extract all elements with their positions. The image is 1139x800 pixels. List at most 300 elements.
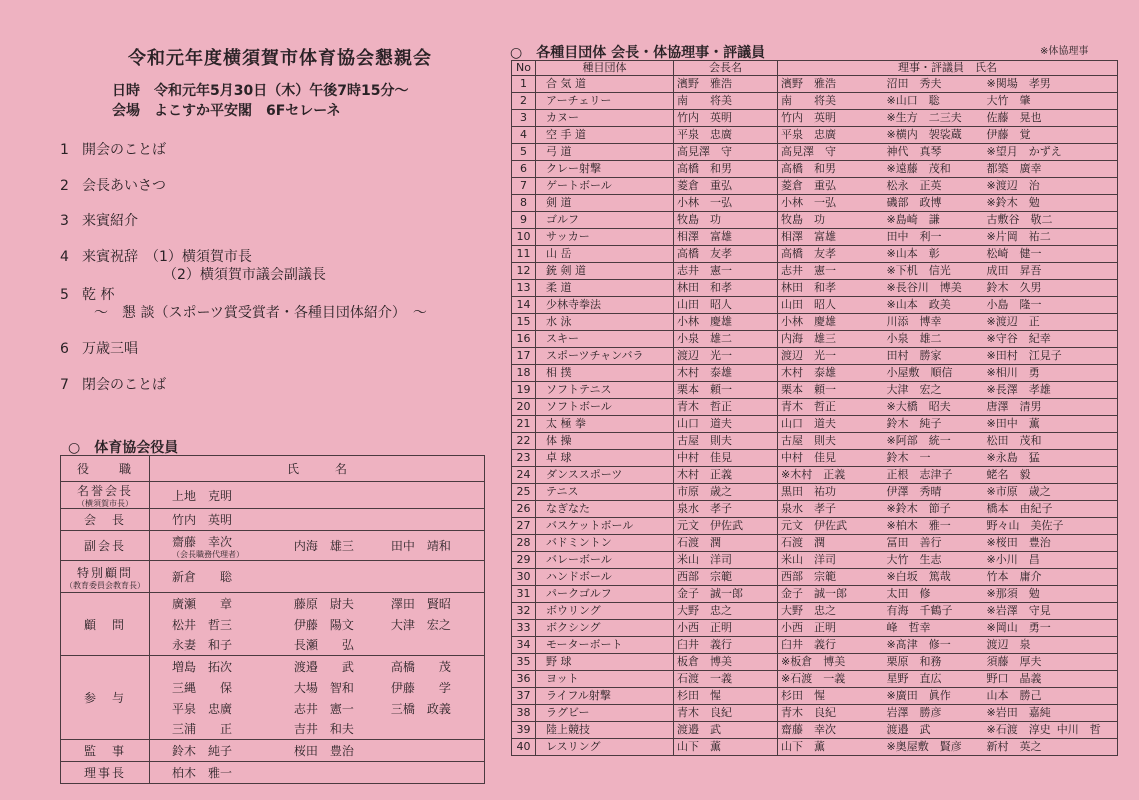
group-no: 4 bbox=[512, 127, 536, 144]
group-member: ※鈴木 節子 bbox=[884, 501, 984, 518]
group-member: 大野 忠之 bbox=[778, 603, 884, 620]
group-president: 相澤 富雄 bbox=[674, 229, 778, 246]
program-item: 5 乾 杯 bbox=[60, 287, 115, 303]
officer-name: 内海 雄三 bbox=[290, 531, 387, 561]
group-member: 蛯名 毅 bbox=[984, 467, 1118, 484]
col-president: 会長名 bbox=[674, 61, 778, 76]
group-row bbox=[512, 688, 1118, 705]
group-member: 菱倉 重弘 bbox=[778, 178, 884, 195]
officer-name: 渡邉 武 bbox=[290, 656, 387, 677]
group-name: カヌー bbox=[536, 110, 674, 127]
group-president: 市原 歳之 bbox=[674, 484, 778, 501]
group-member: 田村 勝家 bbox=[884, 348, 984, 365]
group-member: 竹本 庸介 bbox=[984, 569, 1118, 586]
group-member: 相澤 富雄 bbox=[778, 229, 884, 246]
program-subitem: （2）横須賀市議会副議長 bbox=[163, 267, 326, 283]
group-no: 13 bbox=[512, 280, 536, 297]
group-name: テニス bbox=[536, 484, 674, 501]
group-member: 松田 茂和 bbox=[984, 433, 1118, 450]
group-president: 小泉 雄二 bbox=[674, 331, 778, 348]
group-member: ※生方 二三夫 bbox=[884, 110, 984, 127]
officer-row bbox=[61, 482, 485, 509]
group-member: 濱野 雅浩 bbox=[778, 76, 884, 93]
group-member: 星野 直広 bbox=[884, 671, 984, 688]
group-member: 杉田 惺 bbox=[778, 688, 884, 705]
group-president: 杉田 惺 bbox=[674, 688, 778, 705]
group-member: ※石渡 一義 bbox=[778, 671, 884, 688]
group-name: ボクシング bbox=[536, 620, 674, 637]
group-name: ライフル射撃 bbox=[536, 688, 674, 705]
group-row bbox=[512, 467, 1118, 484]
group-member: 渡辺 光一 bbox=[778, 348, 884, 365]
group-no: 23 bbox=[512, 450, 536, 467]
group-no: 21 bbox=[512, 416, 536, 433]
group-president: 石渡 一義 bbox=[674, 671, 778, 688]
group-no: 31 bbox=[512, 586, 536, 603]
group-member: 小泉 雄二 bbox=[884, 331, 984, 348]
group-member: ※片岡 祐二 bbox=[984, 229, 1118, 246]
group-member: 齋藤 幸次 bbox=[778, 722, 884, 739]
group-president: 米山 洋司 bbox=[674, 552, 778, 569]
group-member: ※那須 勉 bbox=[984, 586, 1118, 603]
group-president: 中村 佳見 bbox=[674, 450, 778, 467]
group-member: 岩澤 勝彦 bbox=[884, 705, 984, 722]
group-name: ボウリング bbox=[536, 603, 674, 620]
group-row bbox=[512, 586, 1118, 603]
col-group: 種目団体 bbox=[536, 61, 674, 76]
group-president: 石渡 潤 bbox=[674, 535, 778, 552]
group-name: ラグビー bbox=[536, 705, 674, 722]
group-member: ※田村 江見子 bbox=[984, 348, 1118, 365]
group-member: 鈴木 一 bbox=[884, 450, 984, 467]
officer-name: 松井 哲三 bbox=[150, 614, 290, 635]
group-row bbox=[512, 501, 1118, 518]
group-member: 橋本 由紀子 bbox=[984, 501, 1118, 518]
group-no: 38 bbox=[512, 705, 536, 722]
group-name: なぎなた bbox=[536, 501, 674, 518]
group-no: 33 bbox=[512, 620, 536, 637]
group-name: ソフトボール bbox=[536, 399, 674, 416]
group-member: ※岩田 嘉純 bbox=[984, 705, 1118, 722]
group-member: ※長澤 孝雄 bbox=[984, 382, 1118, 399]
officers-col-name: 氏 名 bbox=[150, 456, 485, 482]
group-name: 柔 道 bbox=[536, 280, 674, 297]
group-no: 25 bbox=[512, 484, 536, 501]
group-president: 濱野 雅浩 bbox=[674, 76, 778, 93]
group-president: 高橋 和男 bbox=[674, 161, 778, 178]
group-row bbox=[512, 212, 1118, 229]
officer-name: 新倉 聡 bbox=[150, 561, 290, 593]
group-row bbox=[512, 314, 1118, 331]
group-member: ※大橋 昭夫 bbox=[884, 399, 984, 416]
officer-row bbox=[61, 509, 485, 531]
group-member: 高橋 和男 bbox=[778, 161, 884, 178]
group-row bbox=[512, 178, 1118, 195]
group-no: 19 bbox=[512, 382, 536, 399]
group-president: 菱倉 重弘 bbox=[674, 178, 778, 195]
group-member: 正根 志津子 bbox=[884, 467, 984, 484]
group-name: 弓 道 bbox=[536, 144, 674, 161]
group-member: 古敷谷 敬二 bbox=[984, 212, 1118, 229]
group-member: 須藤 厚夫 bbox=[984, 654, 1118, 671]
group-member: ※市原 歳之 bbox=[984, 484, 1118, 501]
officer-name: 永妻 和子 bbox=[150, 635, 290, 656]
group-name: 剣 道 bbox=[536, 195, 674, 212]
group-member: ※板倉 博美 bbox=[778, 654, 884, 671]
group-member: 峰 哲幸 bbox=[884, 620, 984, 637]
group-president: 平泉 忠廣 bbox=[674, 127, 778, 144]
group-name: 銃 剣 道 bbox=[536, 263, 674, 280]
officers-header-row bbox=[61, 456, 485, 482]
group-row bbox=[512, 654, 1118, 671]
group-no: 3 bbox=[512, 110, 536, 127]
program-item: 1 開会のことば bbox=[60, 142, 166, 158]
group-name: 相 撲 bbox=[536, 365, 674, 382]
group-name: バスケットボール bbox=[536, 518, 674, 535]
group-no: 35 bbox=[512, 654, 536, 671]
group-member: 栗本 頼一 bbox=[778, 382, 884, 399]
group-name: サッカー bbox=[536, 229, 674, 246]
group-member: 中村 佳見 bbox=[778, 450, 884, 467]
group-row bbox=[512, 93, 1118, 110]
group-member: 木村 泰雄 bbox=[778, 365, 884, 382]
group-member: 平泉 忠廣 bbox=[778, 127, 884, 144]
group-president: 臼井 義行 bbox=[674, 637, 778, 654]
officer-row bbox=[61, 593, 485, 614]
group-no: 14 bbox=[512, 297, 536, 314]
group-row bbox=[512, 535, 1118, 552]
group-row bbox=[512, 144, 1118, 161]
group-name: スポーツチャンバラ bbox=[536, 348, 674, 365]
group-president: 山口 道夫 bbox=[674, 416, 778, 433]
group-president: 青木 良紀 bbox=[674, 705, 778, 722]
group-member: ※石渡 淳史 bbox=[986, 723, 1051, 736]
group-president: 志井 憲一 bbox=[674, 263, 778, 280]
program-item: 4 来賓祝辞 （1）横須賀市長 bbox=[60, 249, 252, 265]
officers-table bbox=[60, 455, 485, 784]
officer-name: 吉井 和夫 bbox=[290, 719, 387, 740]
group-no: 17 bbox=[512, 348, 536, 365]
group-name: 合 気 道 bbox=[536, 76, 674, 93]
officer-role: 監 事 bbox=[61, 740, 150, 762]
group-name: バレーボール bbox=[536, 552, 674, 569]
group-member: ※廣田 眞作 bbox=[884, 688, 984, 705]
group-no: 27 bbox=[512, 518, 536, 535]
group-row bbox=[512, 195, 1118, 212]
group-name: スキー bbox=[536, 331, 674, 348]
group-member: 大竹 生志 bbox=[884, 552, 984, 569]
group-member: 大竹 肇 bbox=[984, 93, 1118, 110]
group-president: 板倉 博美 bbox=[674, 654, 778, 671]
group-member: 成田 昇吾 bbox=[984, 263, 1118, 280]
group-name: 陸上競技 bbox=[536, 722, 674, 739]
group-president: 栗本 頼一 bbox=[674, 382, 778, 399]
officer-name: 大津 宏之 bbox=[387, 614, 485, 635]
group-president: 渡辺 光一 bbox=[674, 348, 778, 365]
group-row bbox=[512, 229, 1118, 246]
group-member: 小林 慶雄 bbox=[778, 314, 884, 331]
officer-name: 廣瀬 章 bbox=[150, 593, 290, 614]
group-member: 青木 哲正 bbox=[778, 399, 884, 416]
group-member: 南 将美 bbox=[778, 93, 884, 110]
group-name: 水 泳 bbox=[536, 314, 674, 331]
officer-row bbox=[61, 740, 485, 762]
group-row bbox=[512, 110, 1118, 127]
group-member: 黒田 祐功 bbox=[778, 484, 884, 501]
group-member: 小屋敷 順信 bbox=[884, 365, 984, 382]
group-name: パークゴルフ bbox=[536, 586, 674, 603]
group-name: ヨット bbox=[536, 671, 674, 688]
group-row bbox=[512, 569, 1118, 586]
officer-name: 志井 憲一 bbox=[293, 701, 354, 716]
group-president: 山田 昭人 bbox=[674, 297, 778, 314]
group-member: 山口 道夫 bbox=[778, 416, 884, 433]
group-no: 12 bbox=[512, 263, 536, 280]
group-no: 34 bbox=[512, 637, 536, 654]
group-president: 林田 和孝 bbox=[674, 280, 778, 297]
group-member: ※関場 孝男 bbox=[984, 76, 1118, 93]
group-president: 古屋 則夫 bbox=[674, 433, 778, 450]
group-member: 唐澤 清男 bbox=[984, 399, 1118, 416]
group-member: 古屋 則夫 bbox=[778, 433, 884, 450]
group-no: 36 bbox=[512, 671, 536, 688]
group-member: 牧島 功 bbox=[778, 212, 884, 229]
group-president: 山下 薫 bbox=[674, 739, 778, 756]
officer-name: 竹内 英明 bbox=[150, 509, 290, 531]
group-name: 卓 球 bbox=[536, 450, 674, 467]
officer-role: 理事長 bbox=[61, 762, 150, 784]
group-president: 竹内 英明 bbox=[674, 110, 778, 127]
group-member: ※守谷 紀幸 bbox=[984, 331, 1118, 348]
group-row bbox=[512, 433, 1118, 450]
group-no: 10 bbox=[512, 229, 536, 246]
group-member: 小西 正明 bbox=[778, 620, 884, 637]
group-row bbox=[512, 127, 1118, 144]
group-member: 佐藤 晃也 bbox=[984, 110, 1118, 127]
group-no: 8 bbox=[512, 195, 536, 212]
group-member: 太田 修 bbox=[884, 586, 984, 603]
group-name: ゴルフ bbox=[536, 212, 674, 229]
col-members: 理事・評議員 氏名 bbox=[778, 61, 1118, 76]
group-member: 松永 正英 bbox=[884, 178, 984, 195]
group-member: ※山本 彰 bbox=[884, 246, 984, 263]
officer-name: 三橋 政義 bbox=[387, 698, 485, 719]
event-venue: 会場 よこすか平安閣 6Fセレーネ bbox=[112, 103, 341, 119]
group-member: ※阿部 統一 bbox=[884, 433, 984, 450]
group-member: 石渡 潤 bbox=[778, 535, 884, 552]
group-member: 鈴木 久男 bbox=[984, 280, 1118, 297]
group-member: 中川 哲 bbox=[1056, 723, 1101, 736]
group-row bbox=[512, 450, 1118, 467]
group-member: 松崎 健一 bbox=[984, 246, 1118, 263]
group-member: 伊澤 秀晴 bbox=[884, 484, 984, 501]
group-member: 米山 洋司 bbox=[778, 552, 884, 569]
group-member: 大津 宏之 bbox=[884, 382, 984, 399]
group-member: ※岡山 勇一 bbox=[984, 620, 1118, 637]
group-member: ※小川 昌 bbox=[984, 552, 1118, 569]
officers-col-role: 役 職 bbox=[61, 456, 150, 482]
group-member: 内海 雄三 bbox=[778, 331, 884, 348]
group-name: 空 手 道 bbox=[536, 127, 674, 144]
group-no: 2 bbox=[512, 93, 536, 110]
group-no: 7 bbox=[512, 178, 536, 195]
officer-row bbox=[61, 656, 485, 677]
officer-name: 桜田 豊治 bbox=[290, 740, 387, 762]
group-president: 渡邉 武 bbox=[674, 722, 778, 739]
group-member: 志井 憲一 bbox=[778, 263, 884, 280]
group-member: ※鈴木 勉 bbox=[984, 195, 1118, 212]
group-member: ※相川 勇 bbox=[984, 365, 1118, 382]
officer-role: 会 長 bbox=[61, 509, 150, 531]
group-president: 大野 忠之 bbox=[674, 603, 778, 620]
group-president: 小林 慶雄 bbox=[674, 314, 778, 331]
officer-role: 特別顧問 bbox=[76, 565, 133, 580]
officer-name: 伊藤 陽文 bbox=[293, 617, 354, 632]
officer-name: 三縄 保 bbox=[150, 677, 290, 698]
officer-role-note: （横須賀市長） bbox=[77, 499, 133, 508]
group-member: ※下机 信光 bbox=[884, 263, 984, 280]
program-item: 7 閉会のことば bbox=[60, 377, 166, 393]
group-president: 青木 哲正 bbox=[674, 399, 778, 416]
group-no: 9 bbox=[512, 212, 536, 229]
group-member: 小林 一弘 bbox=[778, 195, 884, 212]
group-member: 有海 千鶴子 bbox=[884, 603, 984, 620]
group-member: ※白坂 篤哉 bbox=[884, 569, 984, 586]
officer-name: 上地 克明 bbox=[150, 482, 290, 509]
group-row bbox=[512, 484, 1118, 501]
officer-name: 澤田 賢昭 bbox=[387, 593, 485, 614]
group-president: 元文 伊佐武 bbox=[674, 518, 778, 535]
officer-name: 増島 拓次 bbox=[150, 656, 290, 677]
group-row bbox=[512, 416, 1118, 433]
group-no: 6 bbox=[512, 161, 536, 178]
group-no: 20 bbox=[512, 399, 536, 416]
program-item: 2 会長あいさつ bbox=[60, 178, 166, 194]
group-row bbox=[512, 263, 1118, 280]
group-row bbox=[512, 76, 1118, 93]
group-no: 18 bbox=[512, 365, 536, 382]
event-datetime: 日時 令和元年5月30日（木）午後7時15分～ bbox=[112, 83, 409, 99]
group-row bbox=[512, 297, 1118, 314]
officer-name: 鈴木 純子 bbox=[150, 740, 290, 762]
group-president: 牧島 功 bbox=[674, 212, 778, 229]
group-president: 泉水 孝子 bbox=[674, 501, 778, 518]
group-president: 高見澤 守 bbox=[674, 144, 778, 161]
officer-name: 藤原 尉夫 bbox=[290, 593, 387, 614]
group-row bbox=[512, 705, 1118, 722]
group-name: 山 岳 bbox=[536, 246, 674, 263]
group-member: 都築 廣幸 bbox=[984, 161, 1118, 178]
officer-row bbox=[61, 531, 485, 561]
group-row bbox=[512, 246, 1118, 263]
group-president: 金子 誠一郎 bbox=[674, 586, 778, 603]
group-member: 渡辺 泉 bbox=[984, 637, 1118, 654]
group-member: 金子 誠一郎 bbox=[778, 586, 884, 603]
group-member: ※望月 かずえ bbox=[984, 144, 1118, 161]
group-president: 南 将美 bbox=[674, 93, 778, 110]
group-member: 田中 利一 bbox=[884, 229, 984, 246]
group-name: レスリング bbox=[536, 739, 674, 756]
officer-role: 参 与 bbox=[61, 656, 150, 740]
group-row bbox=[512, 637, 1118, 654]
group-member: 磯部 政博 bbox=[884, 195, 984, 212]
event-title: 令和元年度横須賀市体育協会懇親会 bbox=[128, 48, 432, 69]
group-member: 小島 隆一 bbox=[984, 297, 1118, 314]
group-member: 青木 良紀 bbox=[778, 705, 884, 722]
group-member: 冨田 善行 bbox=[884, 535, 984, 552]
group-name: 体 操 bbox=[536, 433, 674, 450]
group-row bbox=[512, 382, 1118, 399]
group-no: 24 bbox=[512, 467, 536, 484]
group-no: 37 bbox=[512, 688, 536, 705]
group-member: ※島崎 謙 bbox=[884, 212, 984, 229]
col-no: No bbox=[512, 61, 536, 76]
group-name: ダンススポーツ bbox=[536, 467, 674, 484]
group-member: 野口 晶義 bbox=[984, 671, 1118, 688]
officer-name: 平泉 忠廣 bbox=[150, 698, 290, 719]
officer-name: 柏木 雅一 bbox=[150, 762, 290, 784]
group-member: 渡邉 武 bbox=[884, 722, 984, 739]
group-member: 新村 英之 bbox=[984, 739, 1118, 756]
group-member: ※髙津 修一 bbox=[884, 637, 984, 654]
group-name: 太 極 拳 bbox=[536, 416, 674, 433]
group-member: 伊藤 覚 bbox=[984, 127, 1118, 144]
group-member: 泉水 孝子 bbox=[778, 501, 884, 518]
group-member: ※渡辺 正 bbox=[984, 314, 1118, 331]
group-member: ※山本 政美 bbox=[884, 297, 984, 314]
group-no: 22 bbox=[512, 433, 536, 450]
group-member: 沼田 秀夫 bbox=[884, 76, 984, 93]
group-member: 林田 和孝 bbox=[778, 280, 884, 297]
group-row bbox=[512, 671, 1118, 688]
officer-name-note: （会長職務代理者） bbox=[172, 549, 244, 559]
group-name: バドミントン bbox=[536, 535, 674, 552]
group-member: 栗原 和務 bbox=[884, 654, 984, 671]
group-name: ソフトテニス bbox=[536, 382, 674, 399]
group-member: ※柏木 雅一 bbox=[884, 518, 984, 535]
officer-name: 田中 靖和 bbox=[387, 531, 485, 561]
group-member: ※岩澤 守見 bbox=[984, 603, 1118, 620]
group-member: 山下 薫 bbox=[778, 739, 884, 756]
groups-heading: ○ 各種目団体 会長・体協理事・評議員 bbox=[510, 45, 766, 61]
group-no: 32 bbox=[512, 603, 536, 620]
group-member: 川添 博幸 bbox=[884, 314, 984, 331]
group-member: 西部 宗範 bbox=[778, 569, 884, 586]
officer-role: 顧 問 bbox=[61, 593, 150, 656]
group-member: ※永島 猛 bbox=[984, 450, 1118, 467]
group-no: 28 bbox=[512, 535, 536, 552]
group-no: 40 bbox=[512, 739, 536, 756]
group-member: ※奥屋敷 賢彦 bbox=[884, 739, 984, 756]
groups-note: ※体協理事 bbox=[1040, 46, 1089, 57]
officer-name: 齋藤 幸次 bbox=[172, 534, 233, 549]
group-row bbox=[512, 739, 1118, 756]
group-row bbox=[512, 722, 1118, 739]
group-no: 30 bbox=[512, 569, 536, 586]
officer-role: 名誉会長 bbox=[76, 484, 133, 498]
group-member: ※田中 薫 bbox=[984, 416, 1118, 433]
group-name: ハンドボール bbox=[536, 569, 674, 586]
group-no: 15 bbox=[512, 314, 536, 331]
group-member: 高見澤 守 bbox=[778, 144, 884, 161]
group-member: 野々山 美佐子 bbox=[984, 518, 1118, 535]
officer-role-note: （教育委員会教育長） bbox=[65, 580, 145, 590]
officer-name: 長瀬 弘 bbox=[290, 635, 387, 656]
group-president: 木村 正義 bbox=[674, 467, 778, 484]
left-page bbox=[0, 0, 500, 800]
group-row bbox=[512, 331, 1118, 348]
group-row bbox=[512, 399, 1118, 416]
